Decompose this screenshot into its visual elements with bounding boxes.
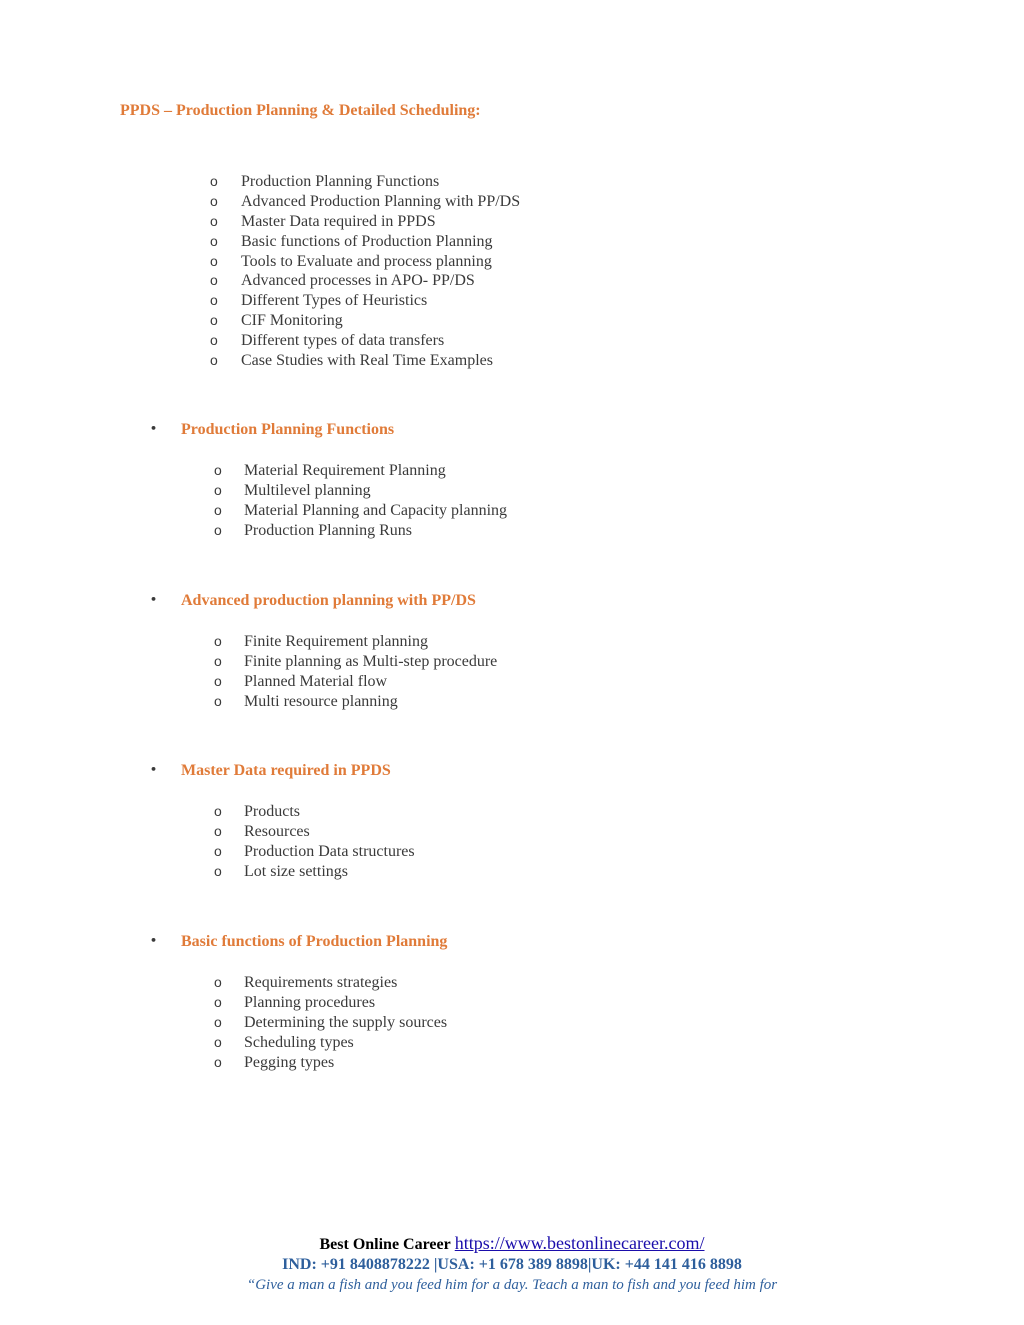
- circle-bullet-icon: o: [210, 272, 218, 289]
- list-item: [214, 973, 447, 993]
- page-title: PPDS – Production Planning & Detailed Scheduling:: [120, 102, 481, 119]
- list-item: [214, 521, 507, 541]
- toc-item-label: Different types of data transfers: [241, 332, 445, 350]
- toc-item: [210, 252, 520, 272]
- list-item: [214, 501, 507, 521]
- circle-bullet-icon: o: [214, 993, 222, 1010]
- footer-quote: “Give a man a fish and you feed him for a day. Teach a man to fish and you feed him for: [246, 1277, 778, 1293]
- toc-item-label: Tools to Evaluate and process planning: [241, 252, 492, 270]
- circle-bullet-icon: o: [210, 352, 218, 369]
- list-item-label: Finite Requirement planning: [244, 633, 428, 650]
- list-item-label: Lot size settings: [244, 862, 348, 880]
- section-heading-label: Master Data required in PPDS: [181, 762, 391, 779]
- list-item: [214, 802, 415, 822]
- toc-item: [210, 212, 520, 232]
- list-item-label: Material Planning and Capacity planning: [244, 501, 508, 519]
- list-item-label: Production Planning Runs: [244, 521, 413, 539]
- toc-item-label: Basic functions of Production Planning: [241, 232, 493, 250]
- section-heading: [150, 931, 447, 951]
- circle-bullet-icon: o: [210, 292, 218, 309]
- circle-bullet-icon: o: [214, 521, 222, 538]
- list-item: [214, 993, 447, 1013]
- toc-item: [210, 172, 520, 192]
- list-item-label: Finite planning as Multi-step procedure: [244, 652, 498, 670]
- website-link[interactable]: https://www.bestonlinecareer.com/: [454, 1233, 705, 1253]
- toc-item-label: Production Planning Functions: [241, 173, 440, 190]
- circle-bullet-icon: o: [214, 672, 222, 689]
- toc-item-label: CIF Monitoring: [241, 312, 343, 330]
- circle-bullet-icon: o: [214, 1013, 222, 1030]
- dot-bullet-icon: •: [150, 763, 158, 776]
- dot-bullet-icon: •: [150, 593, 158, 606]
- circle-bullet-icon: o: [214, 974, 222, 990]
- list-item: [214, 822, 415, 842]
- list-item: [214, 862, 415, 882]
- section-heading: [150, 419, 507, 439]
- section-basic-functions: [150, 931, 447, 1072]
- list-item: [214, 692, 497, 712]
- toc-item: [210, 271, 520, 291]
- section-advanced-production-planning: [150, 590, 497, 712]
- circle-bullet-icon: o: [210, 312, 218, 329]
- list-item-label: Multi resource planning: [244, 692, 398, 710]
- list-item: [214, 842, 415, 862]
- circle-bullet-icon: o: [210, 252, 218, 269]
- toc-item: [210, 192, 520, 212]
- page-footer: [0, 1233, 1024, 1295]
- circle-bullet-icon: o: [214, 822, 222, 839]
- list-item-label: Pegging types: [244, 1053, 335, 1071]
- toc-item-label: Case Studies with Real Time Examples: [241, 352, 493, 370]
- circle-bullet-icon: o: [214, 652, 222, 669]
- circle-bullet-icon: o: [214, 1033, 222, 1050]
- list-item: [214, 1053, 447, 1073]
- footer-brand-name: Best Online Career: [319, 1236, 451, 1253]
- section-item-list: [214, 632, 497, 712]
- section-heading-label: Production Planning Functions: [181, 421, 395, 438]
- circle-bullet-icon: o: [210, 332, 218, 349]
- list-item: [214, 672, 497, 692]
- circle-bullet-icon: o: [214, 842, 222, 859]
- circle-bullet-icon: o: [214, 692, 222, 709]
- list-item-label: Products: [244, 803, 300, 820]
- list-item-label: Production Data structures: [244, 842, 415, 860]
- toc-item: [210, 351, 520, 371]
- circle-bullet-icon: o: [210, 192, 218, 209]
- circle-bullet-icon: o: [214, 862, 222, 879]
- list-item-label: Resources: [244, 822, 310, 840]
- section-heading: [150, 760, 415, 780]
- list-item-label: Material Requirement Planning: [244, 462, 446, 479]
- list-item: [214, 1033, 447, 1053]
- circle-bullet-icon: o: [210, 212, 218, 229]
- circle-bullet-icon: o: [210, 173, 218, 189]
- circle-bullet-icon: o: [214, 803, 222, 819]
- dot-bullet-icon: •: [150, 422, 158, 435]
- circle-bullet-icon: o: [214, 633, 222, 649]
- toc-item: [210, 311, 520, 331]
- section-item-list: [214, 461, 507, 541]
- toc-list: [210, 172, 520, 371]
- section-master-data: [150, 760, 415, 882]
- circle-bullet-icon: o: [214, 501, 222, 518]
- list-item-label: Requirements strategies: [244, 974, 398, 991]
- section-item-list: [214, 973, 447, 1072]
- toc-item-label: Advanced Production Planning with PP/DS: [241, 192, 521, 210]
- list-item: [214, 481, 507, 501]
- circle-bullet-icon: o: [214, 462, 222, 478]
- section-item-list: [214, 802, 415, 882]
- dot-bullet-icon: •: [150, 934, 158, 947]
- section-heading: [150, 590, 497, 610]
- circle-bullet-icon: o: [210, 232, 218, 249]
- section-production-planning-functions: [150, 419, 507, 541]
- list-item: [214, 652, 497, 672]
- toc-item: [210, 331, 520, 351]
- toc-item-label: Different Types of Heuristics: [241, 292, 428, 310]
- toc-item-label: Advanced processes in APO- PP/DS: [241, 272, 475, 290]
- list-item-label: Planning procedures: [244, 993, 376, 1011]
- list-item: [214, 461, 507, 481]
- section-heading-label: Advanced production planning with PP/DS: [181, 592, 476, 609]
- toc-item-label: Master Data required in PPDS: [241, 212, 436, 230]
- circle-bullet-icon: o: [214, 1053, 222, 1070]
- list-item-label: Scheduling types: [244, 1033, 354, 1051]
- list-item-label: Planned Material flow: [244, 672, 388, 690]
- list-item: [214, 632, 497, 652]
- circle-bullet-icon: o: [214, 481, 222, 498]
- toc-item: [210, 232, 520, 252]
- footer-brand-line: [0, 1233, 1024, 1255]
- list-item-label: Determining the supply sources: [244, 1013, 448, 1031]
- footer-contacts: IND: +91 8408878222 |USA: +1 678 389 8898|UK: +44 141 416 8898: [282, 1256, 742, 1273]
- section-heading-label: Basic functions of Production Planning: [181, 933, 448, 950]
- list-item-label: Multilevel planning: [244, 481, 371, 499]
- list-item: [214, 1013, 447, 1033]
- toc-item: [210, 291, 520, 311]
